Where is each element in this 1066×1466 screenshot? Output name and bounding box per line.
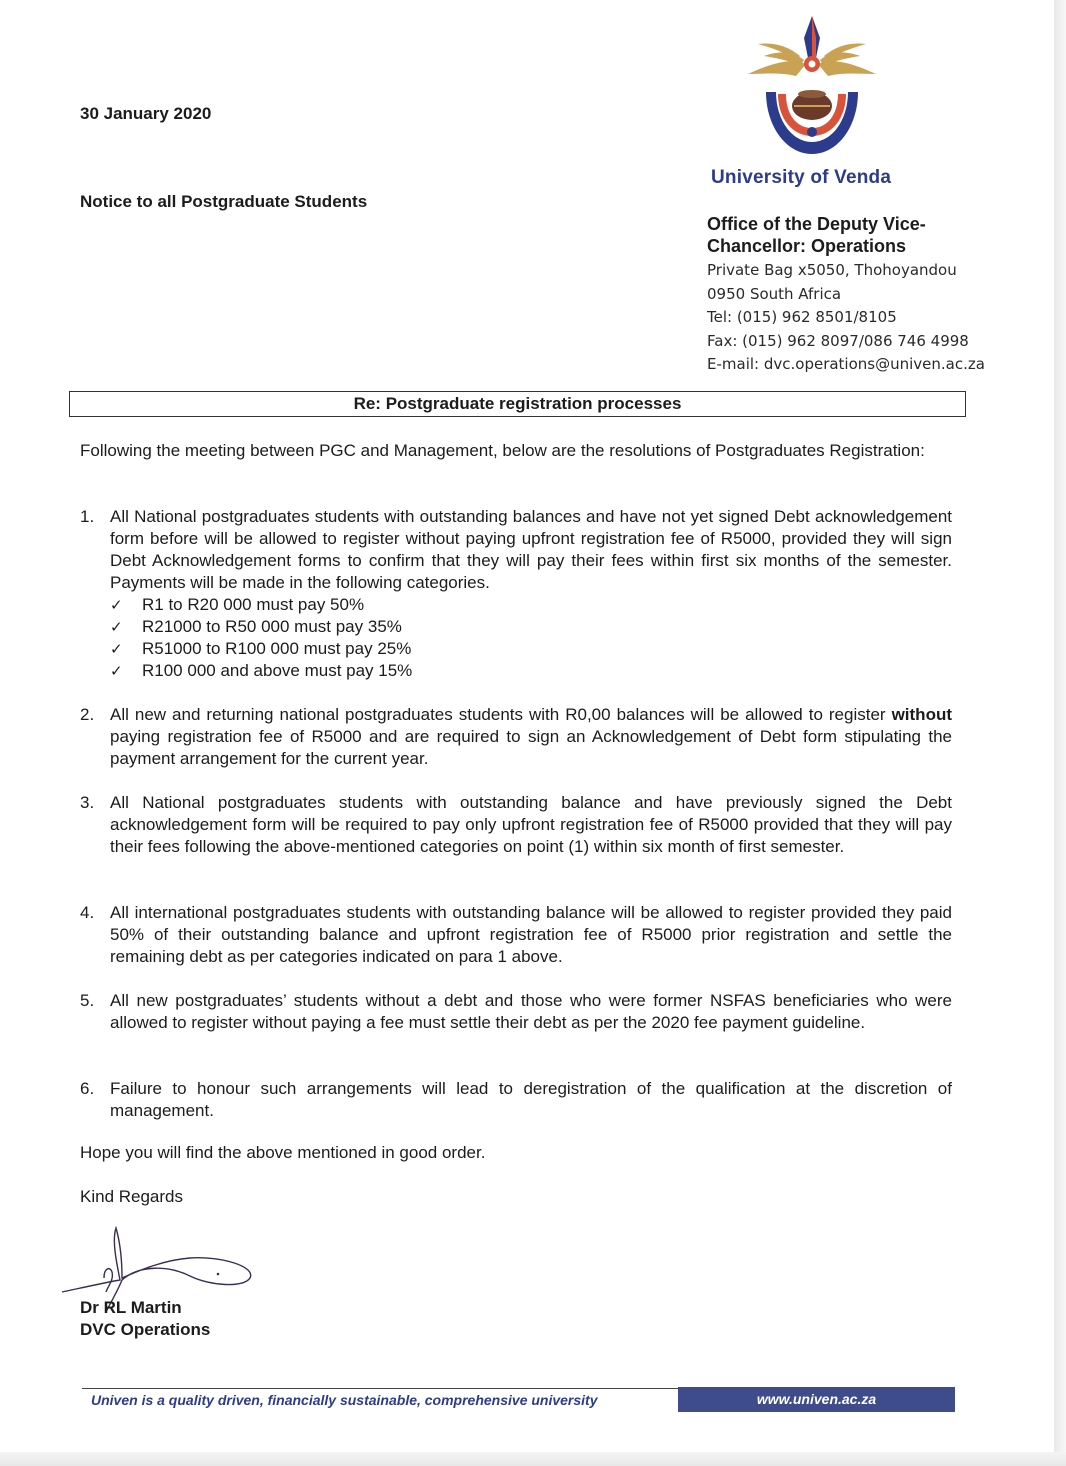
category-text: R21000 to R50 000 must pay 35%: [142, 617, 402, 636]
item-number: 2.: [80, 705, 95, 724]
item-number: 3.: [80, 793, 95, 812]
footer-website-bar: [678, 1387, 955, 1412]
signer-block: [80, 1297, 210, 1341]
item-text-before: All new and returning national postgraduates students with R0,00 balances will be allowed to register: [110, 705, 892, 724]
office-title-line-1: Office of the Deputy Vice-: [707, 214, 926, 234]
item-text: Failure to honour such arrangements will lead to deregistration of the qualification at the discretion of management.: [110, 1079, 952, 1120]
fax: Fax: (015) 962 8097/086 746 4998: [707, 331, 969, 350]
telephone: Tel: (015) 962 8501/8105: [707, 308, 897, 326]
subject-line: Re: Postgraduate registration processes: [353, 394, 682, 413]
checkmark-icon: ✓: [110, 662, 123, 680]
resolution-item-2: [80, 704, 952, 770]
resolution-item-6: [80, 1078, 952, 1122]
resolution-item-1: [80, 506, 952, 594]
intro-paragraph: Following the meeting between PGC and Management, below are the resolutions of Postgraduates Registration:: [80, 441, 925, 460]
signer-title: DVC Operations: [80, 1320, 211, 1339]
notice-heading: Notice to all Postgraduate Students: [80, 192, 368, 211]
item-number: 1.: [80, 507, 95, 526]
item-number: 5.: [80, 991, 95, 1010]
category-text: R51000 to R100 000 must pay 25%: [142, 639, 412, 658]
email: E-mail: dvc.operations@univen.ac.za: [707, 355, 985, 373]
item-number: 6.: [80, 1079, 95, 1098]
address-line-1: Private Bag x5050, Thohoyandou: [707, 261, 957, 279]
item-text: All National postgraduates students with outstanding balances and have not yet signed Debt acknowledgement form before will be allowed to register without paying upfront registration fee of R5000, provided they will sign Debt Acknowledgement forms to confirm that they will pay their fees within first six months of the semester. Payments will be made in the following categories.: [110, 507, 952, 592]
address-line-2: 0950 South Africa: [707, 284, 842, 303]
page-edge-shadow: [1054, 0, 1066, 1466]
office-title-line-2: Chancellor: Operations: [707, 236, 907, 256]
office-address-block: [707, 213, 1007, 377]
page-bottom-shadow: [0, 1452, 1066, 1466]
university-crest-icon: [744, 14, 880, 164]
footer-divider: [82, 1388, 678, 1389]
resolution-item-4: [80, 902, 952, 968]
category-text: R1 to R20 000 must pay 50%: [142, 595, 365, 614]
item-text-after: paying registration fee of R5000 and are required to sign an Acknowledgement of Debt form stipulating the payment arrangement for the current year.: [110, 727, 952, 768]
signer-name: Dr RL Martin: [80, 1298, 182, 1317]
footer-tagline: Univen is a quality driven, financially sustainable, comprehensive university: [91, 1392, 598, 1408]
item-text: All National postgraduates students with outstanding balance and have previously signed the Debt acknowledgement form will be required to pay only upfront registration fee of R5000 provided that they will pay their fees following the above-mentioned categories on point (1) within six month of first semester.: [110, 793, 952, 856]
footer-website: www.univen.ac.za: [756, 1391, 877, 1407]
university-name: University of Venda: [711, 167, 892, 188]
subject-box: [69, 391, 966, 417]
item-text: [110, 704, 952, 770]
checkmark-icon: ✓: [110, 618, 123, 636]
item-text-emphasis: without: [891, 705, 952, 724]
letter-date: 30 January 2020: [80, 104, 212, 123]
closing-line: Hope you will find the above mentioned in good order.: [80, 1143, 486, 1162]
checkmark-icon: ✓: [110, 596, 123, 614]
item-number: 4.: [80, 903, 95, 922]
category-text: R100 000 and above must pay 15%: [142, 661, 413, 680]
item-text: All new postgraduates’ students without a debt and those who were former NSFAS beneficiaries who were allowed to register without paying a fee must settle their debt as per the 2020 fee payment guideline.: [110, 991, 952, 1032]
regards-line: Kind Regards: [80, 1187, 184, 1206]
resolution-item-5: [80, 990, 952, 1034]
resolution-item-3: [80, 792, 952, 858]
checkmark-icon: ✓: [110, 640, 123, 658]
item-text: All international postgraduates students with outstanding balance will be allowed to register provided they paid 50% of their outstanding balance and upfront registration fee of R5000 prior registration and settle the remaining debt as per categories indicated on para 1 above.: [110, 903, 952, 966]
